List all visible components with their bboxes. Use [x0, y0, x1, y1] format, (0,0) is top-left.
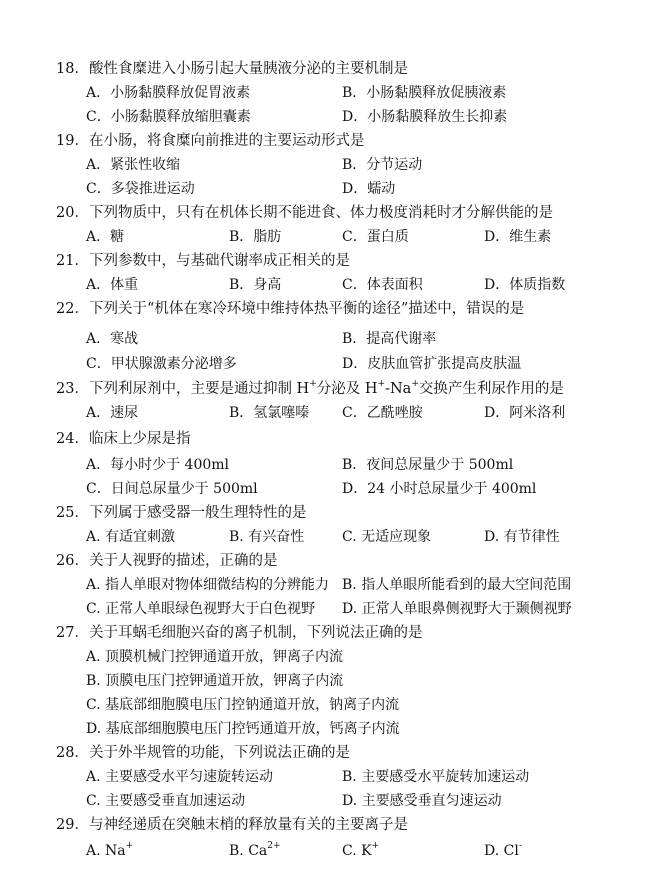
question-29-options-row — [86, 842, 646, 860]
question-24-options-row-1 — [86, 456, 646, 474]
question-21-stem: 21．下列参数中，与基础代谢率成正相关的是 — [56, 253, 350, 269]
question-22-option-c[interactable]: C．甲状腺激素分泌增多 — [86, 356, 237, 372]
question-25-options-row — [86, 528, 646, 546]
question-18-stem: 18．酸性食糜进入小肠引起大量胰液分泌的主要机制是 — [56, 61, 408, 77]
question-22-option-b[interactable]: B．提高代谢率 — [342, 331, 437, 347]
question-23-stem — [56, 380, 636, 398]
question-27-option-a[interactable]: A. 顶膜机械门控钾通道开放，钾离子内流 — [86, 649, 344, 665]
question-25-option-b[interactable]: B. 有兴奋性 — [229, 529, 305, 545]
superscript-plus: + — [309, 379, 317, 390]
question-29-stem: 29．与神经递质在突触末梢的释放量有关的主要离子是 — [56, 817, 408, 833]
question-23-option-d[interactable]: D．阿米洛利 — [484, 405, 566, 421]
question-27-option-b[interactable]: B. 顶膜电压门控钾通道开放，钾离子内流 — [86, 673, 344, 689]
question-24-stem: 24．临床上少尿是指 — [56, 431, 191, 447]
question-23-option-a[interactable]: A．速尿 — [86, 405, 139, 421]
question-28-option-c[interactable]: C. 主要感受垂直加速运动 — [86, 793, 246, 809]
question-23-stem-part-1: 23．下列利尿剂中，主要是通过抑制 H — [56, 381, 310, 397]
question-26-stem: 26．关于人视野的描述，正确的是 — [56, 553, 278, 569]
superscript-plus: + — [377, 379, 386, 390]
question-22-options-row-2 — [86, 355, 646, 373]
question-26-options-row-2 — [86, 600, 646, 618]
option-text: A. Na — [86, 843, 126, 859]
question-29-option-a[interactable] — [86, 842, 133, 860]
question-27-option-c[interactable]: C. 基底部细胞膜电压门控钠通道开放，钠离子内流 — [86, 697, 400, 713]
question-21-option-c[interactable]: C．体表面积 — [342, 277, 423, 293]
option-text: B. Ca — [229, 843, 268, 859]
question-18-options-row-1 — [86, 84, 646, 102]
question-20-option-c[interactable]: C．蛋白质 — [342, 229, 409, 245]
question-28-stem: 28．关于外半规管的功能，下列说法正确的是 — [56, 745, 350, 761]
question-27-option-row-b — [86, 672, 646, 690]
question-18-options-row-2 — [86, 108, 646, 126]
question-19-option-b[interactable]: B．分节运动 — [342, 157, 423, 173]
question-26-option-c[interactable]: C. 正常人单眼绿色视野大于白色视野 — [86, 601, 316, 617]
question-29-option-d[interactable] — [484, 842, 522, 860]
question-25-option-d[interactable]: D. 有节律性 — [484, 529, 560, 545]
question-20-stem: 20．下列物质中，只有在机体长期不能进食、体力极度消耗时才分解供能的是 — [56, 205, 553, 221]
question-29-option-b[interactable] — [229, 842, 281, 860]
question-19-option-a[interactable]: A．紧张性收缩 — [86, 157, 181, 173]
superscript-plus: + — [411, 379, 419, 390]
question-19-option-c[interactable]: C．多袋推进运动 — [86, 181, 195, 197]
question-27-stem: 27．关于耳蜗毛细胞兴奋的离子机制，下列说法正确的是 — [56, 625, 423, 641]
question-21-option-b[interactable]: B．身高 — [229, 277, 282, 293]
question-20-option-b[interactable]: B．脂肪 — [229, 229, 282, 245]
question-21-option-a[interactable]: A．体重 — [86, 277, 139, 293]
charge-superscript: 2+ — [267, 841, 281, 852]
option-text: C. K — [342, 843, 372, 859]
question-23-stem-part-4: 交换产生利尿作用的是 — [418, 381, 564, 397]
question-26-option-a[interactable]: A. 指人单眼对物体细微结构的分辨能力 — [86, 577, 330, 593]
question-27-option-row-c — [86, 696, 646, 714]
question-24-option-d[interactable]: D．24 小时总尿量少于 400ml — [342, 481, 537, 497]
question-21-options-row — [86, 276, 646, 294]
question-22-option-a[interactable]: A．寒战 — [86, 331, 139, 347]
question-27-option-row-d — [86, 720, 646, 738]
question-25-stem: 25．下列属于感受器一般生理特性的是 — [56, 505, 307, 521]
question-24-option-a[interactable]: A．每小时少于 400ml — [86, 457, 230, 473]
question-18-option-c[interactable]: C．小肠黏膜释放缩胆囊素 — [86, 109, 251, 125]
question-20-options-row — [86, 228, 646, 246]
question-29-option-c[interactable] — [342, 842, 379, 860]
question-23-stem-part-3: -Na — [385, 381, 412, 397]
question-19-options-row-1 — [86, 156, 646, 174]
question-23-option-c[interactable]: C．乙酰唑胺 — [342, 405, 423, 421]
question-19-option-d[interactable]: D．蠕动 — [342, 181, 396, 197]
question-28-options-row-2 — [86, 792, 646, 810]
question-18-option-d[interactable]: D．小肠黏膜释放生长抑素 — [342, 109, 508, 125]
question-25-option-a[interactable]: A. 有适宜刺激 — [86, 529, 176, 545]
question-19-stem: 19．在小肠，将食糜向前推进的主要运动形式是 — [56, 133, 365, 149]
charge-superscript: + — [125, 841, 134, 852]
question-25-option-c[interactable]: C. 无适应现象 — [342, 529, 432, 545]
question-24-options-row-2 — [86, 480, 646, 498]
question-23-stem-part-2: 分泌及 H — [316, 381, 378, 397]
question-27-option-d[interactable]: D. 基底部细胞膜电压门控钙通道开放，钙离子内流 — [86, 721, 400, 737]
option-text: D. Cl — [484, 843, 519, 859]
question-23-option-b[interactable]: B．氢氯噻嗪 — [229, 405, 310, 421]
question-26-option-d[interactable]: D. 正常人单眼鼻侧视野大于颞侧视野 — [342, 601, 572, 617]
question-24-option-b[interactable]: B．夜间总尿量少于 500ml — [342, 457, 514, 473]
question-19-options-row-2 — [86, 180, 646, 198]
question-28-option-a[interactable]: A. 主要感受水平匀速旋转运动 — [86, 769, 274, 785]
charge-superscript: + — [371, 841, 380, 852]
charge-superscript: - — [518, 841, 522, 852]
question-24-option-c[interactable]: C．日间总尿量少于 500ml — [86, 481, 258, 497]
question-22-stem: 22．下列关于“机体在寒冷环境中维持体热平衡的途径”描述中，错误的是 — [56, 301, 525, 317]
question-28-option-b[interactable]: B. 主要感受水平旋转加速运动 — [342, 769, 530, 785]
question-26-option-b[interactable]: B. 指人单眼所能看到的最大空间范围 — [342, 577, 572, 593]
question-23-options-row — [86, 404, 646, 422]
question-21-option-d[interactable]: D．体质指数 — [484, 277, 566, 293]
question-22-options-row-1 — [86, 330, 646, 348]
question-20-option-d[interactable]: D．维生素 — [484, 229, 552, 245]
question-18-option-b[interactable]: B．小肠黏膜释放促胰液素 — [342, 85, 507, 101]
question-26-options-row-1 — [86, 576, 646, 594]
question-22-option-d[interactable]: D．皮肤血管扩张提高皮肤温 — [342, 356, 522, 372]
question-27-option-row-a — [86, 648, 646, 666]
question-28-options-row-1 — [86, 768, 646, 786]
question-28-option-d[interactable]: D. 主要感受垂直匀速运动 — [342, 793, 502, 809]
question-20-option-a[interactable]: A．糖 — [86, 229, 125, 245]
question-18-option-a[interactable]: A．小肠黏膜释放促胃液素 — [86, 85, 251, 101]
